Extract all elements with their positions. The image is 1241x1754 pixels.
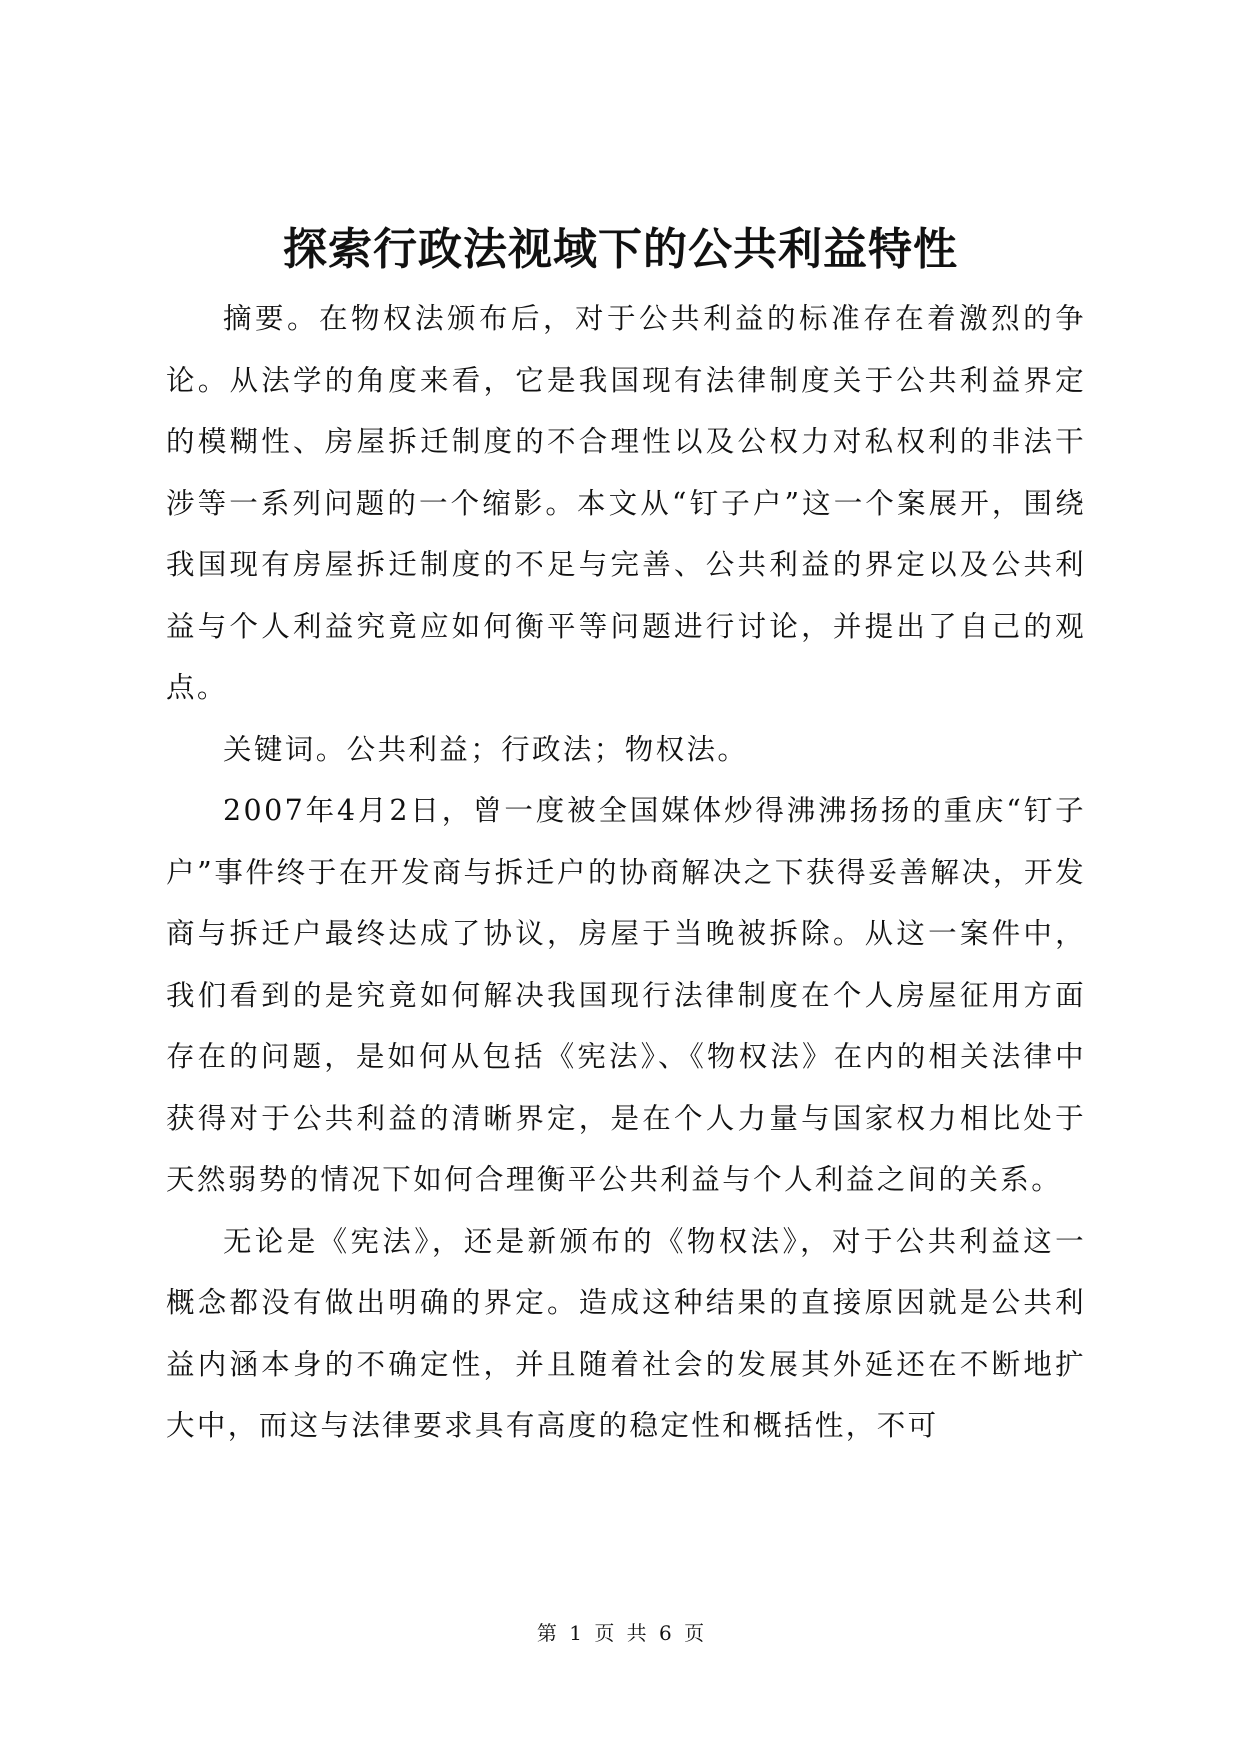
- body-paragraph: 无论是《宪法》，还是新颁布的《物权法》，对于公共利益这一概念都没有做出明确的界定。造成这种结果的直接原因就是公共利益内涵本身的不确定性，并且随着社会的发展其外延还在不断地扩大中，而这与法律要求具有高度的稳定性和概括性，不可: [166, 1224, 1086, 1442]
- document-title: 探索行政法视域下的公共利益特性: [283, 224, 958, 275]
- page-footer: 第 1 页 共 6 页: [536, 1621, 705, 1645]
- document-body: [166, 288, 1086, 1457]
- body-paragraph: 2007年4月2日，曾一度被全国媒体炒得沸沸扬扬的重庆“钉子户”事件终于在开发商与拆迁户的协商解决之下获得妥善解决，开发商与拆迁户最终达成了协议，房屋于当晚被拆除。从这一案件中，我们看到的是究竟如何解决我国现行法律制度在个人房屋征用方面存在的问题，是如何从包括《宪法》、《物权法》在内的相关法律中获得对于公共利益的清晰界定，是在个人力量与国家权力相比处于天然弱势的情况下如何合理衡平公共利益与个人利益之间的关系。: [166, 794, 1086, 1196]
- abstract-paragraph: 摘要。在物权法颁布后，对于公共利益的标准存在着激烈的争论。从法学的角度来看，它是我国现有法律制度关于公共利益界定的模糊性、房屋拆迁制度的不合理性以及公权力对私权利的非法干涉等一系列问题的一个缩影。本文从“钉子户”这一个案展开，围绕我国现有房屋拆迁制度的不足与完善、公共利益的界定以及公共利益与个人利益究竟应如何衡平等问题进行讨论，并提出了自己的观点。: [166, 302, 1086, 704]
- keywords-paragraph: 关键词。公共利益；行政法；物权法。: [223, 732, 749, 766]
